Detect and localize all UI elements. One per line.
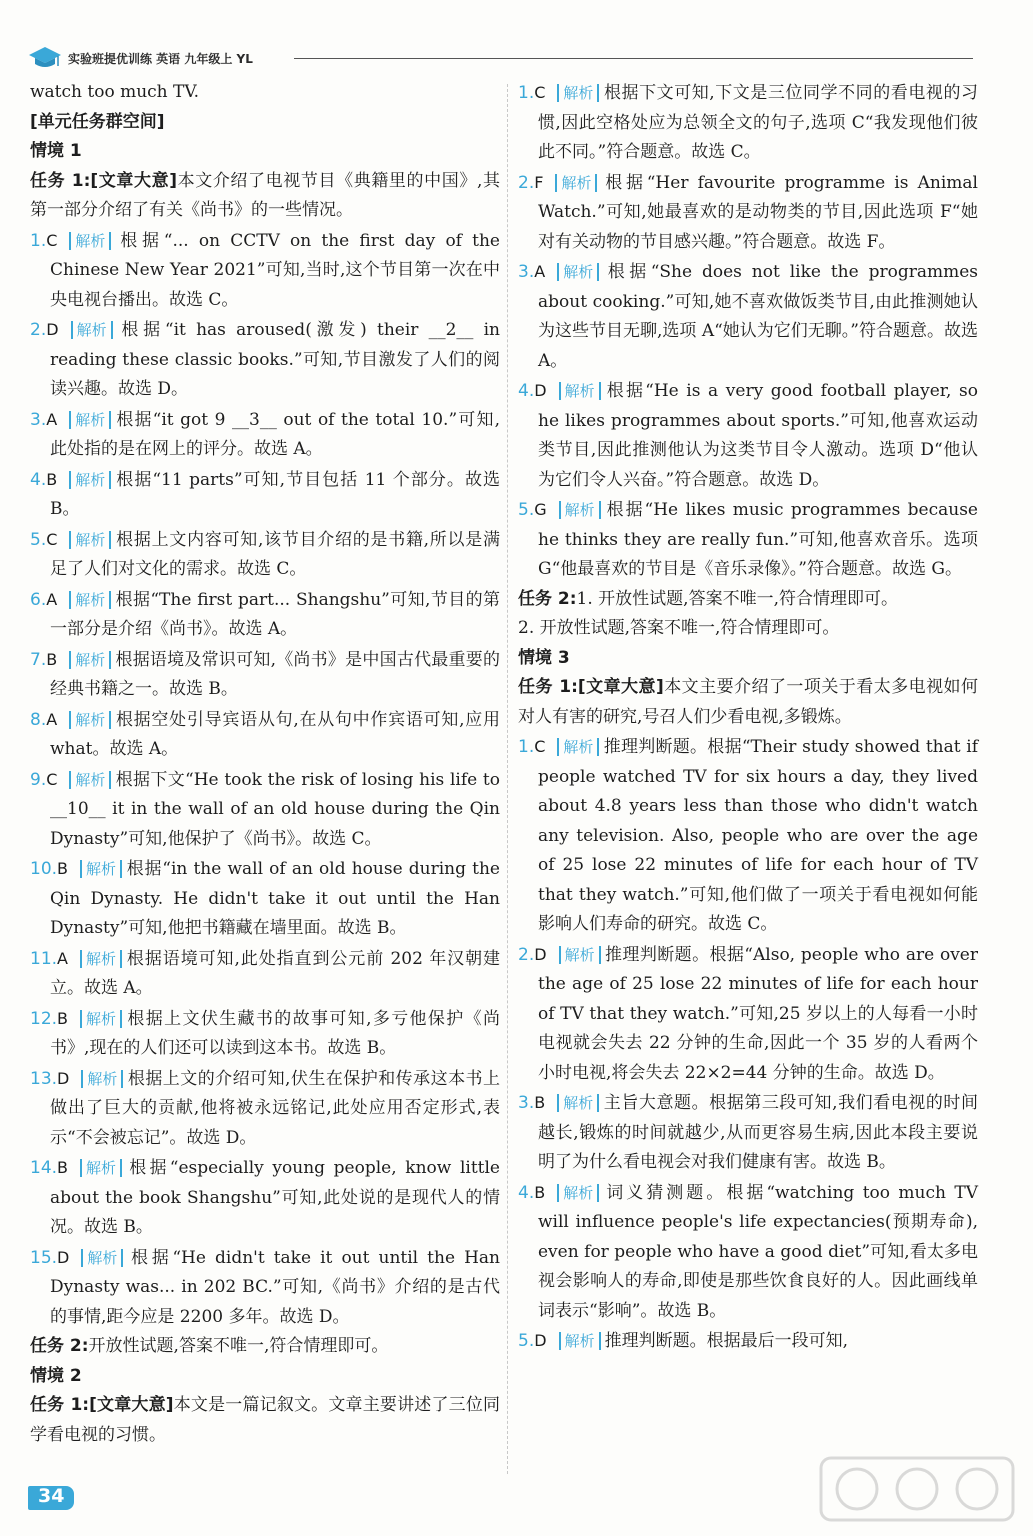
question-number: 12. xyxy=(30,1008,58,1029)
watermark-logo xyxy=(817,1454,1017,1524)
answer-item xyxy=(518,168,978,258)
analysis-text: 根据“it has aroused(激发) their __2__ in reading these classic books.”可知,节目激发了人们的阅读兴趣。故选 D。 xyxy=(50,320,500,399)
answer-letter: D xyxy=(57,1247,70,1267)
task-text: 本文介绍了电视节目《典籍里的中国》,其第一部分介绍了有关《尚书》的一些情况。 xyxy=(30,170,500,220)
analysis-tag: 解析 xyxy=(557,1094,599,1112)
answer-letter: B xyxy=(46,469,58,489)
analysis-text: 推理判断题。根据最后一段可知, xyxy=(604,1331,848,1351)
page-number-badge xyxy=(28,1482,76,1512)
analysis-text: 根据“in the wall of an old house during the Qin Dynasty. He didn't take it out until the Han Dynasty”可知,他把书籍藏在墙里面。故选 B。 xyxy=(50,859,500,938)
task-text: 1. 开放性试题,答案不唯一,符合情理即可。 xyxy=(576,588,898,609)
analysis-tag: 解析 xyxy=(69,471,111,489)
answer-item xyxy=(30,1243,500,1333)
answer-letter: D xyxy=(57,1068,70,1088)
answer-item xyxy=(30,1064,500,1154)
question-number: 5. xyxy=(30,529,47,550)
right-column xyxy=(518,78,978,1357)
question-number: 3. xyxy=(518,1093,535,1113)
answer-letter: D xyxy=(46,320,59,339)
answer-letter: G xyxy=(534,500,547,519)
task-text: 本文主要介绍了一项关于看太多电视如何对人有害的研究,号召人们少看电视,多锻炼。 xyxy=(518,677,978,727)
task-label: 任务 2: xyxy=(30,1336,89,1356)
analysis-tag: 解析 xyxy=(69,651,111,669)
analysis-text: 根据上文内容可知,该节目介绍的是书籍,所以是满足了人们对文化的需求。故选 C。 xyxy=(50,529,500,579)
question-number: 7. xyxy=(30,649,47,670)
question-number: 1. xyxy=(518,737,535,757)
text-paragraph: 2. 开放性试题,答案不唯一,符合情理即可。 xyxy=(518,618,840,638)
analysis-text: 根据上文伏生藏书的故事可知,多亏他保护《尚书》,现在的人们还可以读到这本书。故选 B。 xyxy=(50,1008,500,1058)
answer-item xyxy=(30,854,500,944)
analysis-text: 根据“Her favourite programme is Animal Watch.”可知,她最喜欢的是动物类的节目,因此选项 F“她对有关动物的节目感兴趣。”符合题意。故选 F。 xyxy=(538,172,978,252)
analysis-tag: 解析 xyxy=(557,263,599,281)
analysis-tag: 解析 xyxy=(559,501,601,519)
answer-letter: A xyxy=(57,948,68,968)
question-number: 10. xyxy=(30,859,58,879)
analysis-tag: 解析 xyxy=(69,411,111,429)
answer-item xyxy=(30,705,500,765)
question-number: 9. xyxy=(30,769,47,790)
answer-item xyxy=(30,315,500,405)
analysis-text: 根据“11 parts”可知,节目包括 11 个部分。故选 B。 xyxy=(50,469,500,519)
header-title: 实验班提优训练 英语 九年级上 YL xyxy=(68,52,253,66)
analysis-tag: 解析 xyxy=(71,321,113,339)
answer-item xyxy=(30,465,500,525)
answer-item xyxy=(518,732,978,940)
question-number: 4. xyxy=(518,381,535,401)
question-number: 4. xyxy=(30,469,47,490)
answer-item xyxy=(518,1326,978,1357)
answer-item xyxy=(30,405,500,465)
analysis-tag: 解析 xyxy=(559,946,601,964)
question-number: 13. xyxy=(30,1068,58,1089)
question-number: 1. xyxy=(30,230,47,251)
analysis-text: 推理判断题。根据“Also, people who are over the age of 25 lose 22 minutes of life for each hour of TV that they watch.”可知,25 岁以上的人每看一小时电视就会失去 22 分钟的生命,因此一个 35 岁的人看两个小时电视,将会失去 22×2=44 分钟的生命。故选 D。 xyxy=(538,944,978,1083)
answer-item xyxy=(518,1088,978,1178)
analysis-tag: 解析 xyxy=(69,591,111,609)
analysis-tag: 解析 xyxy=(81,1249,123,1267)
analysis-tag: 解析 xyxy=(557,1184,599,1202)
analysis-text: 根据“He likes music programmes because he thinks they are really fun.”可知,他喜欢音乐。选项 G“他最喜欢的节目是《音乐录像》。”符合题意。故选 G。 xyxy=(538,500,978,579)
question-number: 3. xyxy=(30,409,47,430)
task-paragraph xyxy=(518,673,978,732)
task-paragraph xyxy=(30,167,500,226)
analysis-tag: 解析 xyxy=(80,860,122,878)
question-number: 1. xyxy=(518,83,535,103)
analysis-text: 根据语境及常识可知,《尚书》是中国古代最重要的经典书籍之一。故选 B。 xyxy=(50,649,500,699)
answer-letter: B xyxy=(46,649,58,669)
analysis-tag: 解析 xyxy=(80,1010,122,1028)
answer-letter: C xyxy=(46,230,58,250)
answer-item xyxy=(30,944,500,1004)
answer-item xyxy=(30,226,500,316)
answer-letter: B xyxy=(534,1093,546,1112)
question-number: 11. xyxy=(30,948,58,969)
task-label: 任务 1:[文章大意] xyxy=(30,1395,174,1415)
left-column xyxy=(30,78,500,1450)
analysis-text: 根据“The first part... Shangshu”可知,节目的第一部分是介绍《尚书》。故选 A。 xyxy=(50,589,500,639)
analysis-text: 根据“it got 9 __3__ out of the total 10.”可知,此处指的是在网上的评分。故选 A。 xyxy=(50,409,500,459)
answer-item xyxy=(518,257,978,376)
answer-item xyxy=(518,78,978,168)
analysis-text: 根据下文可知,下文是三位同学不同的看电视的习惯,因此空格处应为总领全文的句子,选项 C“我发现他们彼此不同。”符合题意。故选 C。 xyxy=(538,83,978,162)
analysis-tag: 解析 xyxy=(69,531,111,549)
question-number: 15. xyxy=(30,1247,58,1268)
analysis-tag: 解析 xyxy=(559,1332,601,1350)
question-number: 2. xyxy=(518,172,535,193)
analysis-tag: 解析 xyxy=(69,711,111,729)
answer-letter: A xyxy=(46,709,58,729)
question-number: 2. xyxy=(518,944,535,965)
section-heading: 情境 1 xyxy=(30,141,82,161)
answer-item xyxy=(30,645,500,705)
answer-item xyxy=(518,495,978,585)
analysis-tag: 解析 xyxy=(557,738,599,756)
answer-letter: F xyxy=(534,172,544,192)
task-paragraph xyxy=(30,1391,500,1450)
answer-item xyxy=(518,1178,978,1327)
answer-letter: C xyxy=(46,769,58,789)
analysis-text: 根据“especially young people, know little about the book Shangshu”可知,此处说的是现代人的情况。故选 B。 xyxy=(50,1158,500,1237)
answer-letter: C xyxy=(534,83,546,102)
analysis-text: 根据下文“He took the risk of losing his life to __10__ it in the wall of an old house during the Qin Dynasty”可知,他保护了《尚书》。故选 C。 xyxy=(50,769,500,849)
question-number: 14. xyxy=(30,1158,58,1178)
question-number: 5. xyxy=(518,1331,535,1351)
question-number: 4. xyxy=(518,1182,535,1203)
task-label: 任务 1:[文章大意] xyxy=(30,170,177,191)
analysis-tag: 解析 xyxy=(69,232,111,250)
header-rule xyxy=(294,58,973,59)
analysis-text: 词义猜测题。根据“watching too much TV will influence people's life expectancies(预期寿命), even for people who have a good diet”可知,看太多电视会影响人的寿命,即使是那些饮食良好的人。因此画线单词表示“影响”。故选 B。 xyxy=(538,1182,978,1321)
column-divider xyxy=(507,84,508,1474)
analysis-text: 主旨大意题。根据第三段可知,我们看电视的时间越长,锻炼的时间就越少,从而更容易生病,因此本段主要说明了为什么看电视会对我们健康有害。故选 B。 xyxy=(538,1093,978,1172)
question-number: 2. xyxy=(30,320,47,340)
question-number: 3. xyxy=(518,262,535,282)
analysis-text: 根据“He is a very good football player, so he likes programmes about sports.”可知,他喜欢运动类节目,因此推测他认为这类节目令人激动。选项 D“他认为它们令人兴奋。”符合题意。故选 D。 xyxy=(538,381,978,490)
task-label: 任务 2: xyxy=(518,588,577,609)
question-number: 6. xyxy=(30,589,47,610)
question-number: 5. xyxy=(518,500,535,520)
task-text: 本文是一篇记叙文。文章主要讲述了三位同学看电视的习惯。 xyxy=(30,1395,500,1445)
text-paragraph: watch too much TV. xyxy=(30,82,200,102)
answer-item xyxy=(518,940,978,1089)
analysis-text: 根据“He didn't take it out until the Han Dynasty was... in 202 BC.”可知,《尚书》介绍的是古代的事情,距今应是 2200 多年。故选 D。 xyxy=(50,1247,500,1327)
page-header xyxy=(28,40,973,74)
task-paragraph xyxy=(518,585,978,615)
answer-item xyxy=(518,376,978,495)
analysis-text: 推理判断题。根据“Their study showed that if people watched TV for six hours a day, they lived about 4.8 years less than those who didn't watch any television. Also, people who are over the age of 25 lose 22 minutes of life for each hour of TV that they watch.”可知,他们做了一项关于看电视如何能影响人们寿命的研究。故选 C。 xyxy=(538,737,978,934)
analysis-tag: 解析 xyxy=(80,950,122,968)
section-heading: 情境 2 xyxy=(30,1365,82,1386)
analysis-tag: 解析 xyxy=(559,382,601,400)
answer-letter: C xyxy=(46,529,58,549)
section-heading: 情境 3 xyxy=(518,647,570,668)
answer-item xyxy=(30,765,500,855)
analysis-text: 根据上文的介绍可知,伏生在保护和传承这本书上做出了巨大的贡献,他将被永远铭记,此处应用否定形式,表示“不会被忘记”。故选 D。 xyxy=(50,1068,500,1148)
answer-letter: C xyxy=(534,737,546,756)
analysis-text: 根据“She does not like the programmes about cooking.”可知,她不喜欢做饭类节目,由此推测她认为这些节目无聊,选项 A“她认为它们无聊。”符合题意。故选 A。 xyxy=(538,262,978,371)
task-paragraph xyxy=(30,1332,500,1362)
answer-item xyxy=(30,1153,500,1243)
answer-letter: A xyxy=(534,262,546,281)
analysis-text: 根据空处引导宾语从句,在从句中作宾语可知,应用 what。故选 A。 xyxy=(50,709,500,759)
analysis-text: 根据语境可知,此处指直到公元前 202 年汉朝建立。故选 A。 xyxy=(50,948,500,998)
analysis-tag: 解析 xyxy=(81,1070,123,1088)
answer-letter: D xyxy=(534,381,547,400)
answer-item xyxy=(30,585,500,645)
analysis-tag: 解析 xyxy=(557,84,599,102)
analysis-tag: 解析 xyxy=(69,771,111,789)
graduation-cap-icon xyxy=(28,44,62,72)
answer-letter: A xyxy=(46,589,58,609)
answer-letter: D xyxy=(534,1331,547,1350)
question-number: 8. xyxy=(30,709,47,730)
answer-letter: B xyxy=(534,1182,546,1202)
answer-letter: D xyxy=(534,944,547,964)
page-number: 34 xyxy=(38,1485,65,1507)
analysis-tag: 解析 xyxy=(555,174,597,192)
task-label: 任务 1:[文章大意] xyxy=(518,677,664,697)
analysis-tag: 解析 xyxy=(80,1159,122,1177)
answer-letter: B xyxy=(57,1158,69,1177)
analysis-text: 根据“... on CCTV on the first day of the Chinese New Year 2021”可知,当时,这个节目第一次在中央电视台播出。故选 C。 xyxy=(50,230,500,310)
answer-item xyxy=(30,525,500,585)
answer-letter: A xyxy=(46,409,58,429)
task-text: 开放性试题,答案不唯一,符合情理即可。 xyxy=(88,1336,389,1356)
answer-letter: B xyxy=(57,1008,69,1028)
section-heading: [单元任务群空间] xyxy=(30,111,165,132)
answer-item xyxy=(30,1004,500,1064)
answer-letter: B xyxy=(57,859,69,878)
